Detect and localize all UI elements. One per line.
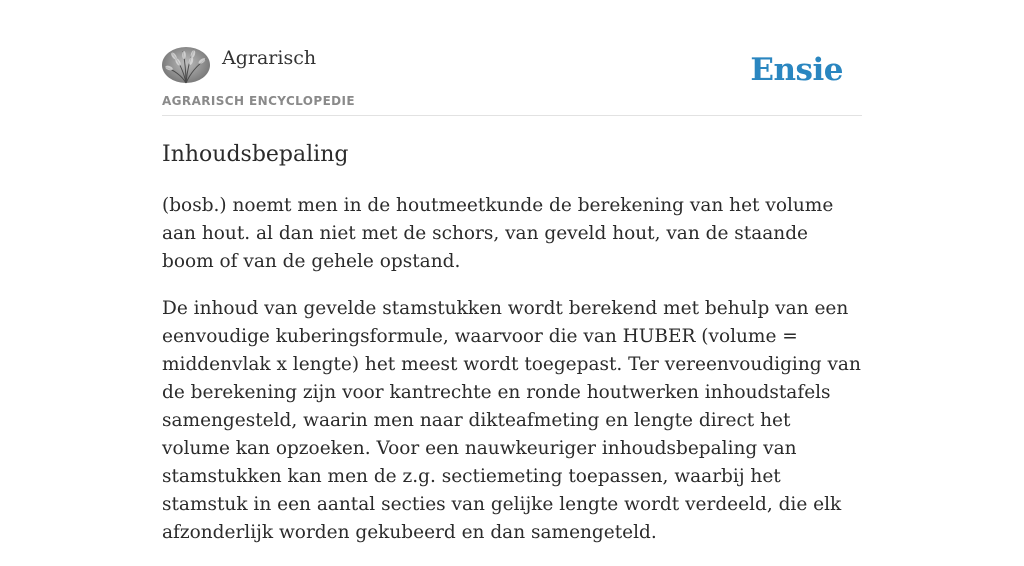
article-paragraph: (bosb.) noemt men in de houtmeetkunde de berekening van het volume aan hout. al dan niet met de schors, van geveld hout, van de staande boom of van de gehele opstand. — [162, 195, 834, 272]
article-body — [162, 192, 862, 566]
article-paragraph: De inhoud van gevelde stamstukken wordt berekend met behulp van een eenvoudige kuberingsformule, waarvoor die van HUBER (volume = middenvlak x lengte) het meest wordt toegepast. Ter vereenvoudiging van de berekening zijn voor kantrechte en ronde houtwerken inhoudstafels samengesteld, waarin men naar dikteafmeting en lengte direct het volume kan opzoeken. Voor een nauwkeuriger inhoudsbepaling van stamstukken kan men de z.g. sectiemeting toepassen, waarbij het stamstuk in een aantal secties van gelijke lengte wordt verdeeld, die elk afzonderlijk worden gekubeerd en dan samengeteld. — [162, 298, 861, 543]
site-header — [162, 0, 862, 116]
wheat-logo-icon[interactable] — [162, 47, 210, 83]
site-subtitle[interactable]: AGRARISCH ENCYCLOPEDIE — [162, 94, 355, 108]
ensie-brand-link[interactable]: Ensie — [750, 52, 843, 88]
site-name[interactable]: Agrarisch — [222, 47, 317, 69]
page-title: Inhoudsbepaling — [162, 142, 349, 167]
